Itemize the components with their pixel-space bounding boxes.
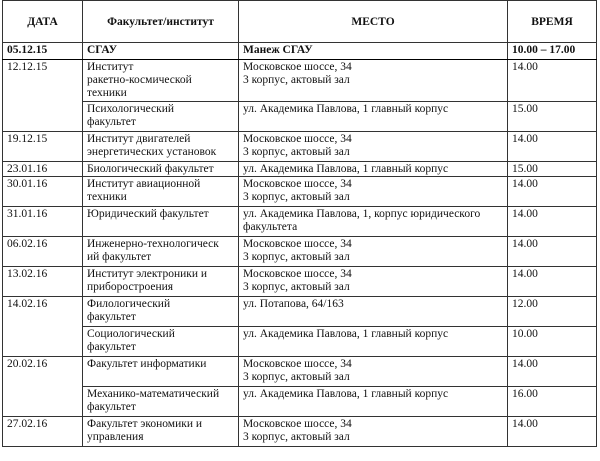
faculty-cell: Институт двигателей энергетических установок [83,132,239,162]
faculty-cell: СГАУ [83,43,239,60]
place-cell: Московское шоссе, 34 3 корпус, актовый зал [239,60,508,102]
header-place: МЕСТО [239,1,508,43]
time-cell: 14.00 [508,267,597,297]
time-cell: 14.00 [508,237,597,267]
table-row [3,417,597,447]
date-cell: 12.12.15 [3,60,83,132]
place-cell: ул. Академика Павлова, 1, корпус юридического факультета [239,207,508,237]
date-cell: 14.02.16 [3,297,83,357]
place-cell: Манеж СГАУ [239,43,508,60]
date-cell: 13.02.16 [3,267,83,297]
table-row [3,177,597,207]
date-cell: 30.01.16 [3,177,83,207]
place-cell: ул. Академика Павлова, 1 главный корпус [239,327,508,357]
faculty-cell: Филологический факультет [83,297,239,327]
time-cell: 10.00 – 17.00 [508,43,597,60]
table-row [3,237,597,267]
table-row [3,162,597,177]
place-cell: Московское шоссе, 34 3 корпус, актовый зал [239,177,508,207]
time-cell: 12.00 [508,297,597,327]
header-faculty: Факультет/институт [83,1,239,43]
time-cell: 16.00 [508,387,597,417]
time-cell: 14.00 [508,60,597,102]
header-date: ДАТА [3,1,83,43]
faculty-cell: Институт авиационной техники [83,177,239,207]
date-cell: 27.02.16 [3,417,83,447]
time-cell: 14.00 [508,207,597,237]
faculty-cell: Механико-математический факультет [83,387,239,417]
table-row [3,387,597,417]
place-cell: Московское шоссе, 34 3 корпус, актовый зал [239,267,508,297]
table-row [3,60,597,102]
table-row [3,207,597,237]
faculty-cell: Институт ракетно-космической техники [83,60,239,102]
table-row [3,132,597,162]
date-cell: 20.02.16 [3,357,83,417]
table-row [3,43,597,60]
place-cell: ул. Академика Павлова, 1 главный корпус [239,102,508,132]
time-cell: 14.00 [508,417,597,447]
faculty-cell: Биологический факультет [83,162,239,177]
header-time: ВРЕМЯ [508,1,597,43]
date-cell: 19.12.15 [3,132,83,162]
table-row [3,267,597,297]
place-cell: Московское шоссе, 34 3 корпус, актовый зал [239,417,508,447]
place-cell: Московское шоссе, 34 3 корпус, актовый зал [239,237,508,267]
faculty-cell: Инженерно-технологическ ий факультет [83,237,239,267]
place-cell: ул. Академика Павлова, 1 главный корпус [239,387,508,417]
place-cell: ул. Потапова, 64/163 [239,297,508,327]
time-cell: 14.00 [508,177,597,207]
time-cell: 10.00 [508,327,597,357]
place-cell: Московское шоссе, 34 3 корпус, актовый зал [239,132,508,162]
header-row [3,1,597,43]
schedule-table [2,0,597,447]
table-row [3,297,597,327]
date-cell: 31.01.16 [3,207,83,237]
table-row [3,327,597,357]
faculty-cell: Факультет информатики [83,357,239,387]
date-cell: 05.12.15 [3,43,83,60]
date-cell: 23.01.16 [3,162,83,177]
faculty-cell: Социологический факультет [83,327,239,357]
time-cell: 15.00 [508,102,597,132]
date-cell: 06.02.16 [3,237,83,267]
place-cell: ул. Академика Павлова, 1 главный корпус [239,162,508,177]
table-row [3,102,597,132]
table-row [3,357,597,387]
time-cell: 14.00 [508,132,597,162]
faculty-cell: Юридический факультет [83,207,239,237]
faculty-cell: Психологический факультет [83,102,239,132]
faculty-cell: Факультет экономики и управления [83,417,239,447]
place-cell: Московское шоссе, 34 3 корпус, актовый зал [239,357,508,387]
faculty-cell: Институт электроники и приборостроения [83,267,239,297]
time-cell: 15.00 [508,162,597,177]
time-cell: 14.00 [508,357,597,387]
